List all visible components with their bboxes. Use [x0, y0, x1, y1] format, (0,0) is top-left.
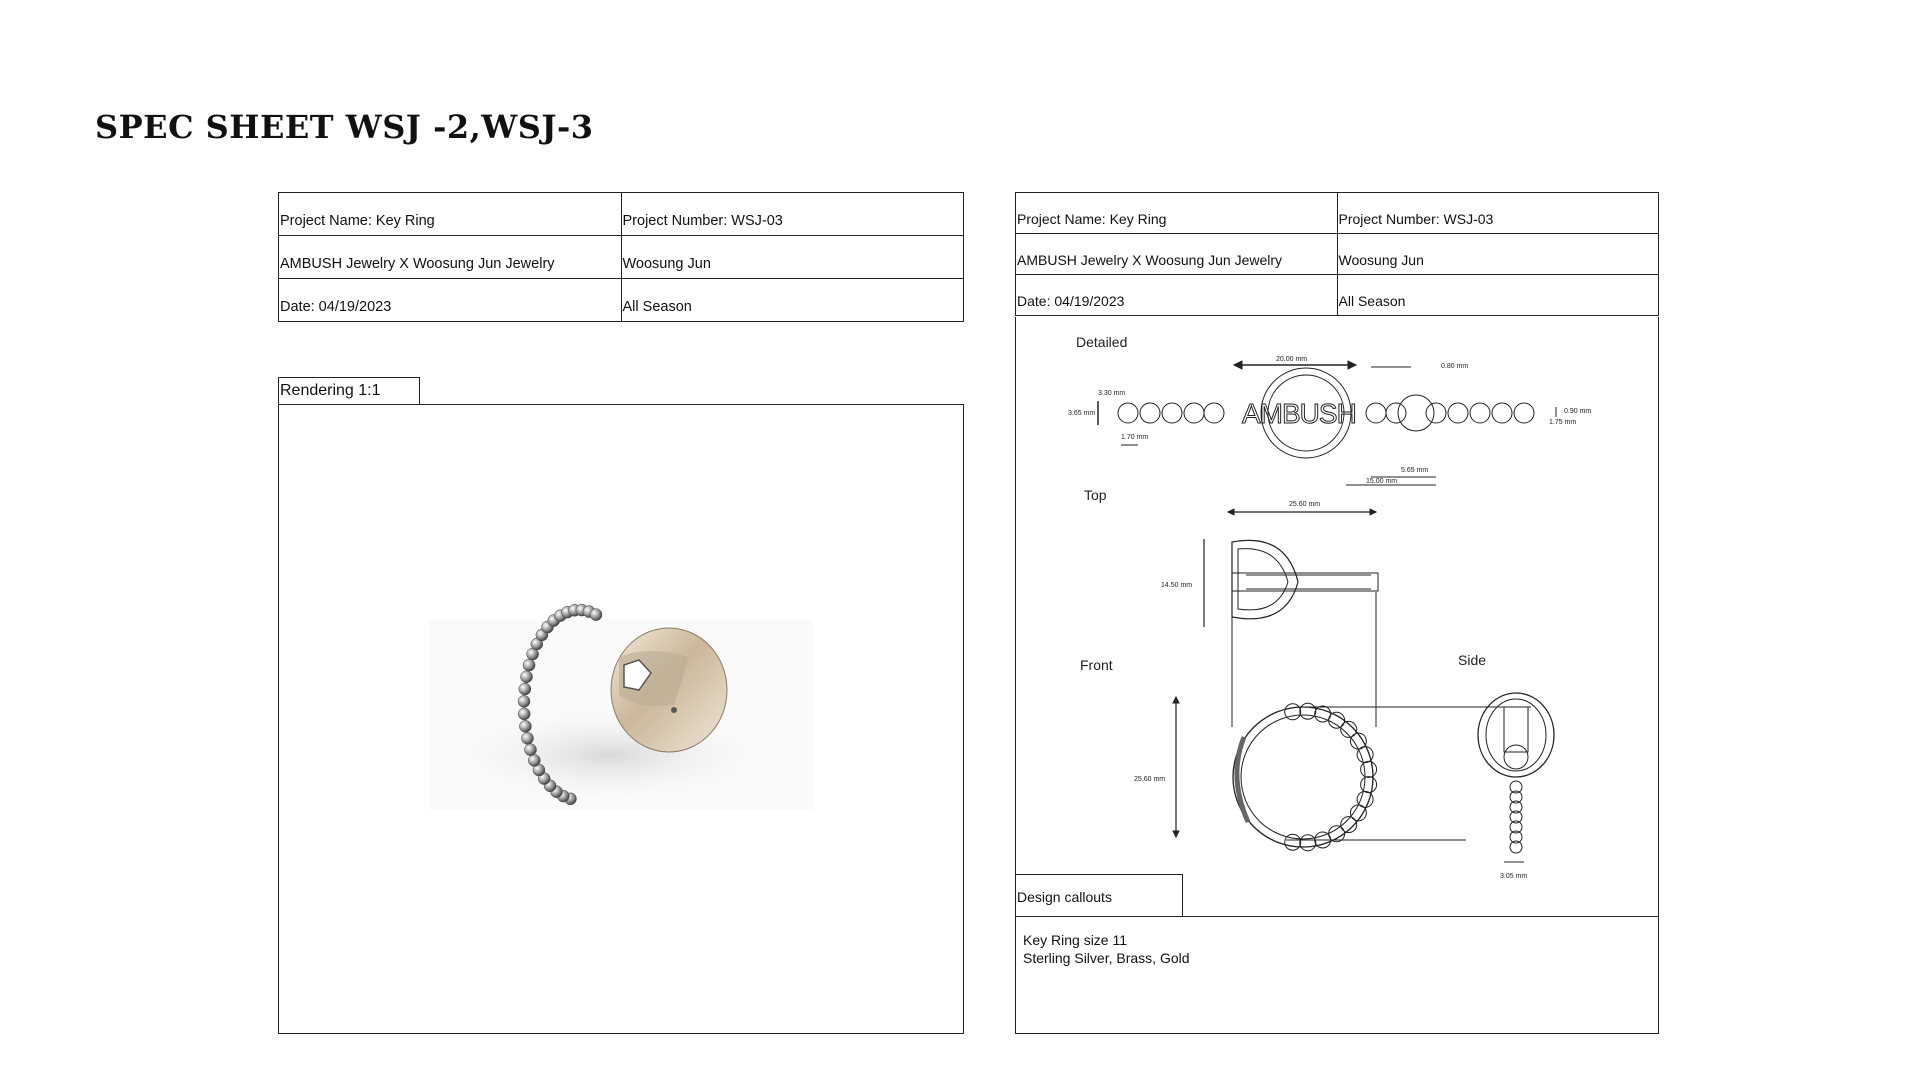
dim-label-4: 3.65 mm: [1068, 410, 1096, 417]
dim-label-6: 0.90 mm: [1564, 408, 1592, 415]
left-project-number: Project Number: WSJ-03: [621, 193, 964, 236]
side-view-beads: [1510, 781, 1522, 853]
engraving-text: AMBUSH: [1242, 398, 1356, 429]
page-title: SPEC SHEET WSJ -2,WSJ-3: [95, 108, 594, 146]
dim-label-10: 25.60 mm: [1289, 501, 1321, 508]
left-project-name: Project Name: Key Ring: [279, 193, 622, 236]
left-project-info-table: [278, 192, 964, 322]
view-label-top: Top: [1084, 487, 1107, 503]
technical-drawing-panel: [1015, 317, 1659, 917]
rendering-panel: [278, 404, 964, 1034]
callout-size: Key Ring size 11: [1023, 932, 1128, 948]
rendering-label: Rendering 1:1: [278, 377, 420, 405]
dim-label-2: 0.80 mm: [1441, 363, 1469, 370]
technical-drawing: [1016, 317, 1657, 917]
design-callouts-panel: [1015, 916, 1659, 1034]
dim-label-13: 3.05 mm: [1500, 873, 1528, 880]
left-season: All Season: [621, 279, 964, 322]
side-view-ring: [1478, 693, 1554, 777]
right-collaboration: AMBUSH Jewelry X Woosung Jun Jewelry: [1016, 234, 1338, 275]
dim-label-11: 14.50 mm: [1161, 582, 1193, 589]
dim-label-7: 1.75 mm: [1549, 419, 1577, 426]
dim-label-9: 15.00 mm: [1366, 478, 1398, 485]
right-project-info-table: [1015, 192, 1659, 316]
dim-label-3: 3.30 mm: [1098, 390, 1126, 397]
left-collaboration: AMBUSH Jewelry X Woosung Jun Jewelry: [279, 236, 622, 279]
right-designer: Woosung Jun: [1337, 234, 1659, 275]
callout-materials: Sterling Silver, Brass, Gold: [1023, 950, 1190, 966]
front-view-ring: [1233, 707, 1373, 847]
dim-label-12: 25.60 mm: [1134, 776, 1166, 783]
view-label-side: Side: [1458, 652, 1487, 668]
ring-rendering: [279, 405, 962, 1032]
dim-label-5: 1.70 mm: [1121, 434, 1149, 441]
dim-label-1: 20.00 mm: [1276, 356, 1308, 363]
right-season: All Season: [1337, 275, 1659, 316]
front-view-beads: [1285, 703, 1377, 851]
dim-label-8: 5.65 mm: [1401, 467, 1429, 474]
design-callouts-label: Design callouts: [1015, 874, 1183, 917]
view-label-front: Front: [1080, 657, 1113, 673]
right-project-name: Project Name: Key Ring: [1016, 193, 1338, 234]
left-date: Date: 04/19/2023: [279, 279, 622, 322]
left-designer: Woosung Jun: [621, 236, 964, 279]
view-label-detailed: Detailed: [1076, 334, 1128, 350]
right-date: Date: 04/19/2023: [1016, 275, 1338, 316]
right-project-number: Project Number: WSJ-03: [1337, 193, 1659, 234]
